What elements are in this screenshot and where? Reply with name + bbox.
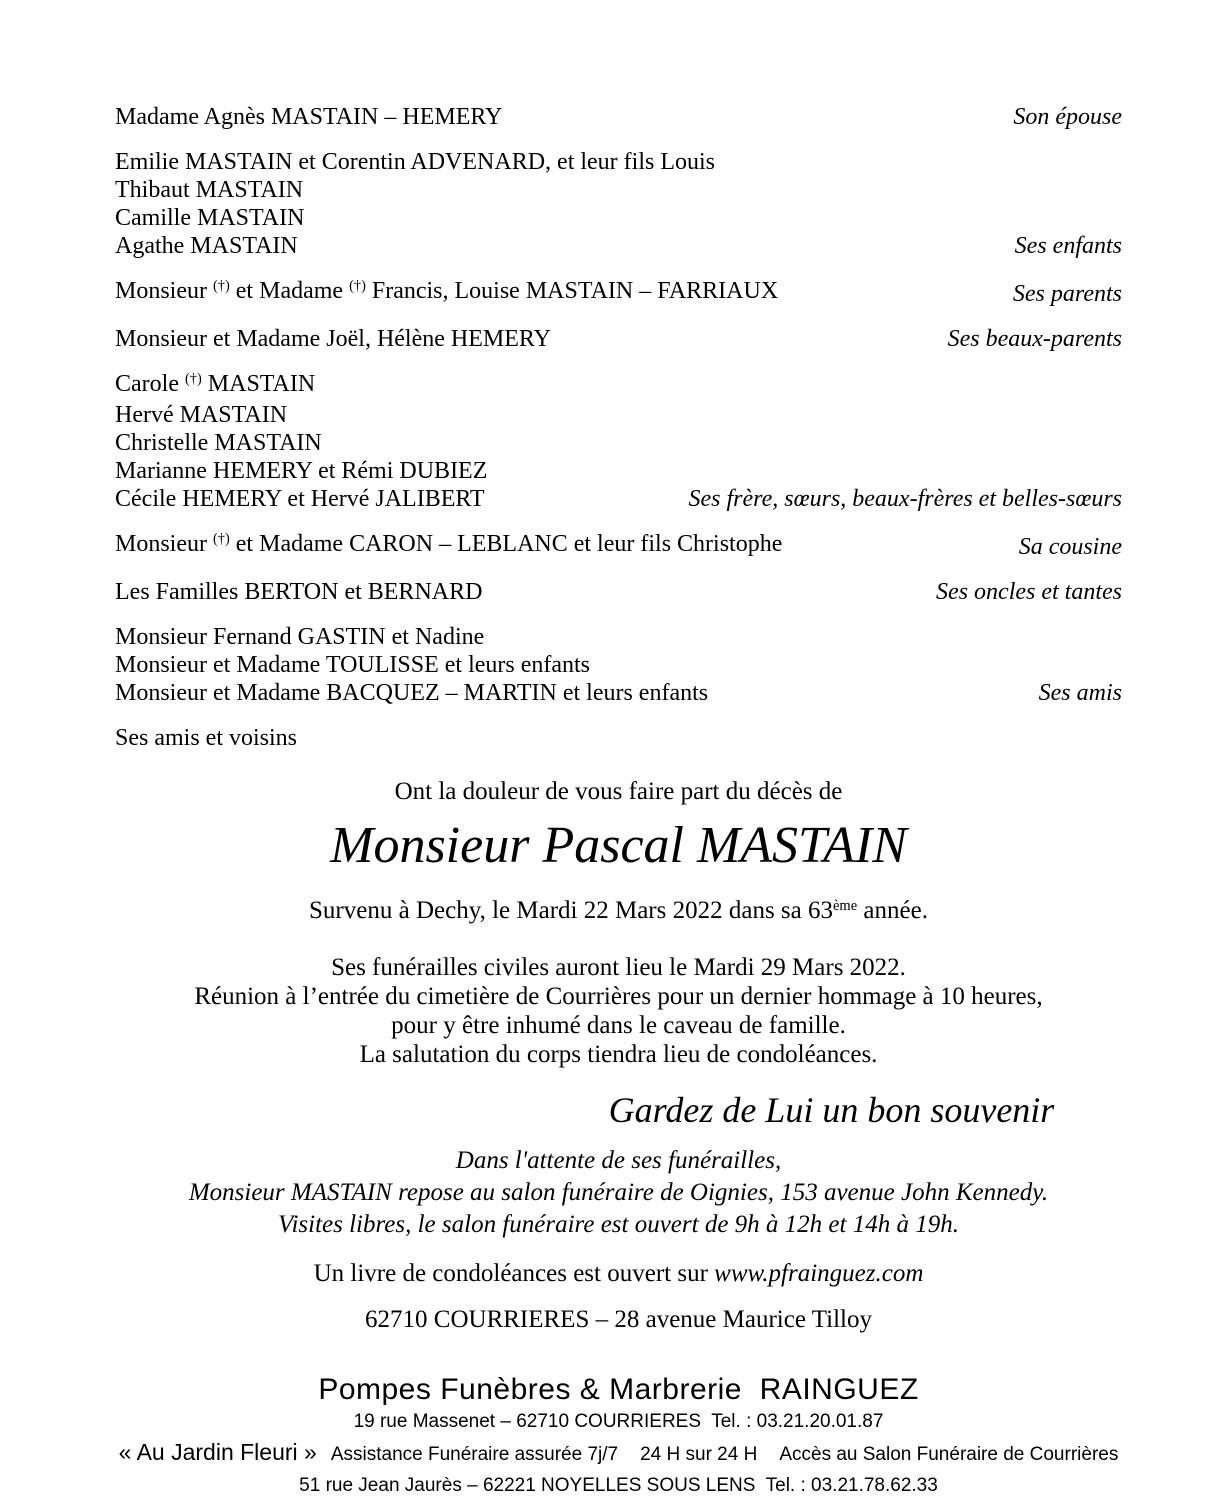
death-date-line — [115, 896, 1122, 929]
family-line: Hervé MASTAIN — [115, 402, 288, 428]
service-24h: 24 H sur 24 H — [640, 1444, 758, 1465]
family-line: Thibaut MASTAIN — [115, 177, 304, 203]
relation-label: Son épouse — [1013, 104, 1122, 130]
company-address-2: 51 rue Jean Jaurès – 62221 NOYELLES SOUS LENS Tel. : 03.21.78.62.33 — [299, 1475, 938, 1496]
relation-label: Ses parents — [1012, 281, 1122, 307]
funeral-details — [115, 953, 1122, 1069]
family-names — [115, 148, 715, 260]
family-group — [115, 724, 1122, 752]
service-assistance: Assistance Funéraire assurée 7j/7 — [330, 1444, 619, 1465]
relation-label: Ses amis — [1038, 680, 1122, 706]
dagger-deceased-mark: (†) — [349, 278, 366, 295]
family-line: Monsieur et Madame BACQUEZ – MARTIN et leurs enfants — [115, 680, 709, 706]
condolence-website: www.pfrainguez.com — [714, 1260, 924, 1287]
condolence-book-text: Un livre de condoléances est ouvert sur — [313, 1260, 715, 1287]
death-date-ordinal: ème — [833, 898, 858, 915]
family-line: Ses amis et voisins — [115, 725, 298, 751]
service-access: Accès au Salon Funéraire de Courrières — [779, 1444, 1119, 1465]
family-names — [115, 325, 551, 353]
family-line: Les Familles BERTON et BERNARD — [115, 579, 483, 605]
family-group — [115, 578, 1122, 606]
family-line: Monsieur et Madame TOULISSE et leurs enfants — [115, 652, 591, 678]
family-line: Emilie MASTAIN et Corentin ADVENARD, et leur fils Louis — [115, 149, 716, 175]
repose-line: Monsieur MASTAIN repose au salon funéraire de Oignies, 153 avenue John Kennedy. — [188, 1179, 1049, 1206]
funeral-line: Réunion à l’entrée du cimetière de Courrières pour un dernier hommage à 10 heures, — [194, 983, 1043, 1010]
family-group — [115, 148, 1122, 260]
family-line: Camille MASTAIN — [115, 205, 305, 231]
relation-label: Ses oncles et tantes — [936, 579, 1122, 605]
family-line: Monsieur (†) et Madame (†) Francis, Louise MASTAIN – FARRIAUX — [115, 278, 779, 304]
family-group — [115, 325, 1122, 353]
relation-label: Ses frère, sœurs, beaux-frères et belles-sœurs — [688, 486, 1122, 512]
brand-name: « Au Jardin Fleuri » — [118, 1439, 317, 1465]
family-names — [115, 724, 297, 752]
dagger-deceased-mark: (†) — [213, 531, 230, 548]
deceased-name: Monsieur Pascal MASTAIN — [330, 817, 907, 874]
family-names — [115, 103, 502, 131]
family-line: Christelle MASTAIN — [115, 430, 322, 456]
family-line: Madame Agnès MASTAIN – HEMERY — [115, 104, 503, 130]
family-line: Carole (†) MASTAIN — [115, 371, 316, 397]
death-date-prefix: Survenu à Dechy, le Mardi 22 Mars 2022 dans sa 63 — [309, 897, 833, 924]
farewell-text: Gardez de Lui un bon souvenir — [608, 1090, 1055, 1130]
family-names — [115, 370, 487, 513]
company-name: Pompes Funèbres & Marbrerie RAINGUEZ — [318, 1373, 919, 1406]
funeral-home-address: 62710 COURRIERES – 28 avenue Maurice Tilloy — [365, 1306, 872, 1333]
family-group — [115, 103, 1122, 131]
family-line: Monsieur (†) et Madame CARON – LEBLANC et leur fils Christophe — [115, 531, 783, 557]
family-names — [115, 530, 782, 561]
announcement-intro: Ont la douleur de vous faire part du décès de — [394, 778, 843, 805]
repose-line: Dans l'attente de ses funérailles, — [455, 1147, 782, 1174]
condolence-book-line — [115, 1259, 1122, 1289]
family-list — [115, 103, 1122, 752]
footer — [115, 1373, 1122, 1499]
family-line: Marianne HEMERY et Rémi DUBIEZ — [115, 458, 488, 484]
funeral-line: La salutation du corps tiendra lieu de condoléances. — [359, 1041, 878, 1068]
relation-label: Ses enfants — [1014, 233, 1122, 259]
funeral-line: Ses funérailles civiles auront lieu le Mardi 29 Mars 2022. — [331, 954, 906, 981]
family-line: Agathe MASTAIN — [115, 233, 298, 259]
family-line: Monsieur Fernand GASTIN et Nadine — [115, 624, 485, 650]
dagger-deceased-mark: (†) — [213, 278, 230, 295]
family-names — [115, 623, 708, 707]
death-date-suffix: année. — [857, 897, 928, 924]
family-group — [115, 370, 1122, 513]
company-address-1: 19 rue Massenet – 62710 COURRIERES Tel. : 03.21.20.01.87 — [353, 1411, 884, 1432]
family-line: Cécile HEMERY et Hervé JALIBERT — [115, 486, 485, 512]
repose-details — [115, 1145, 1122, 1241]
family-group — [115, 277, 1122, 308]
farewell-line — [115, 1089, 1122, 1131]
family-names — [115, 277, 778, 308]
company-brand-line — [115, 1437, 1122, 1471]
announcement-section — [115, 778, 1122, 1335]
funeral-line: pour y être inhumé dans le caveau de famille. — [391, 1012, 846, 1039]
dagger-deceased-mark: (†) — [184, 371, 202, 388]
relation-label: Ses beaux-parents — [947, 326, 1122, 352]
family-line: Monsieur et Madame Joël, Hélène HEMERY — [115, 326, 551, 352]
relation-label: Sa cousine — [1018, 534, 1122, 560]
repose-line: Visites libres, le salon funéraire est ouvert de 9h à 12h et 14h à 19h. — [278, 1211, 959, 1238]
family-group — [115, 530, 1122, 561]
family-names — [115, 578, 482, 606]
family-group — [115, 623, 1122, 707]
